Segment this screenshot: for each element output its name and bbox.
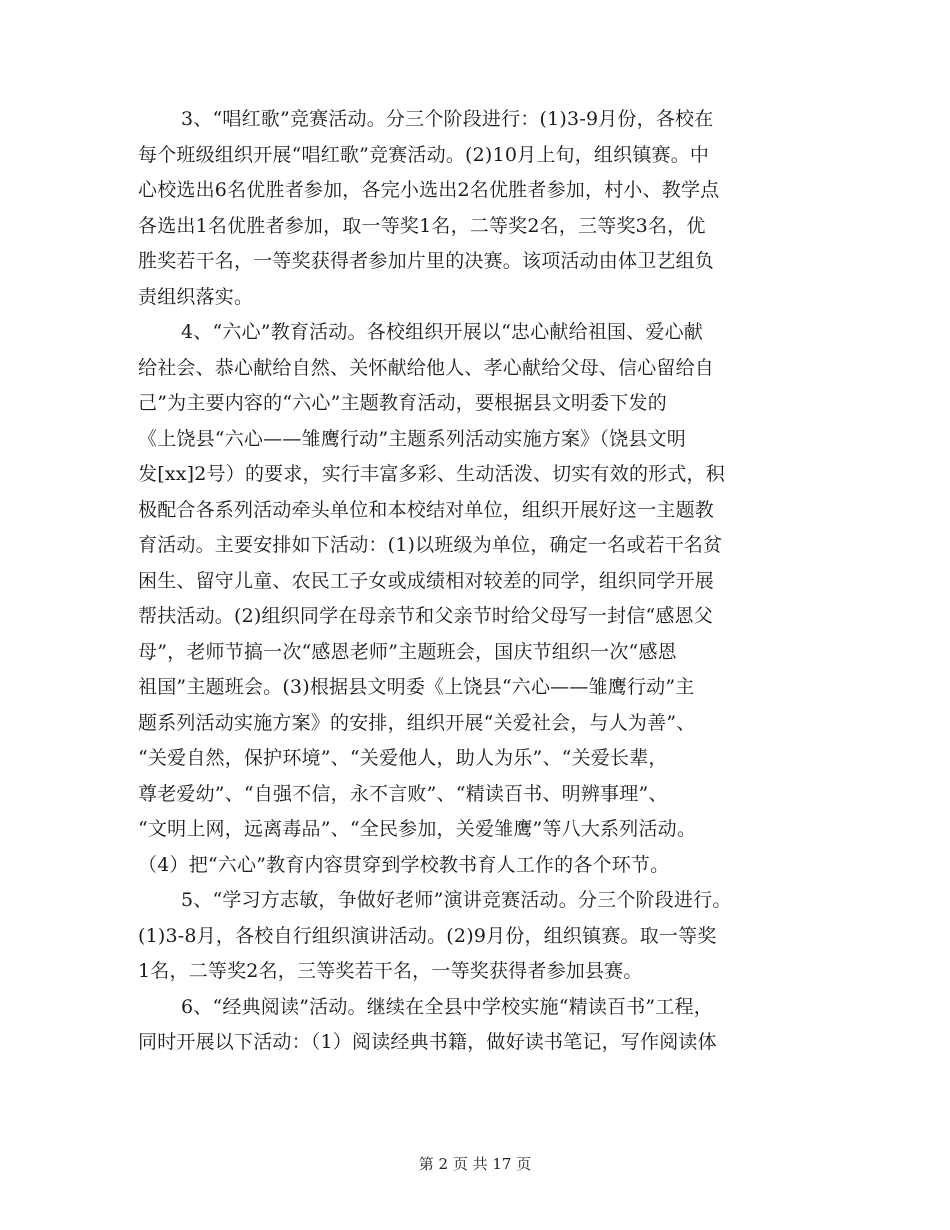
- text-line: 1名，二等奖2名，三等奖若干名，一等奖获得者参加县赛。: [138, 960, 643, 982]
- text-line: 祖国”主题班会。(3)根据县文明委《上饶县“六心——雏鹰行动”主: [138, 676, 695, 698]
- text-line: 责组织落实。: [138, 285, 254, 308]
- text-line: 尊老爱幼”、“自强不信，永不言败”、“精读百书、明辨事理”、: [138, 782, 668, 805]
- text-line: (1)3-8月，各校自行组织演讲活动。(2)9月份，组织镇赛。取一等奖: [138, 924, 717, 947]
- text-line: “文明上网，远离毒品”、“全民参加，关爱雏鹰”等八大系列活动。: [138, 818, 697, 840]
- text-line: 发[xx]2号）的要求，实行丰富多彩、生动活泼、切实有效的形式，积: [138, 463, 725, 485]
- text-line: 4、“六心”教育活动。各校组织开展以“忠心献给祖国、爱心献: [181, 321, 704, 343]
- text-line: 题系列活动实施方案》的安排，组织开展“关爱社会，与人为善”、: [138, 711, 696, 734]
- text-line: 《上饶县“六心——雏鹰行动”主题系列活动实施方案》（饶县文明: [138, 427, 686, 450]
- text-line: 同时开展以下活动：（1）阅读经典书籍，做好读书笔记，写作阅读体: [138, 1031, 717, 1053]
- text-line: “关爱自然，保护环境”、“关爱他人，助人为乐”、“关爱长辈，: [138, 747, 668, 769]
- text-line: （4）把“六心”教育内容贯穿到学校教书育人工作的各个环节。: [138, 853, 670, 876]
- text-line: 极配合各系列活动牵头单位和本校结对单位，组织开展好这一主题教: [138, 498, 715, 521]
- text-line: 每个班级组织开展“唱红歌”竞赛活动。(2)10月上旬，组织镇赛。中: [138, 143, 710, 166]
- body-text: [138, 110, 818, 1069]
- text-line: 母”，老师节搞一次“感恩老师”主题班会，国庆节组织一次“感恩: [138, 640, 677, 663]
- text-line: 育活动。主要安排如下活动：(1)以班级为单位，确定一名或若干名贫: [138, 534, 723, 556]
- text-line: 胜奖若干名，一等奖获得者参加片里的决赛。该项活动由体卫艺组负: [138, 250, 715, 272]
- text-line: 给社会、恭心献给自然、关怀献给他人、孝心献给父母、信心留给自: [138, 356, 715, 379]
- text-line: 6、“经典阅读”活动。继续在全县中学校实施“精读百书”工程，: [181, 995, 713, 1018]
- text-line: 帮扶活动。(2)组织同学在母亲节和父亲节时给父母写一封信“感恩父: [138, 605, 714, 627]
- text-line: 己”为主要内容的“六心”主题教育活动，要根据县文明委下发的: [138, 392, 667, 414]
- text-line: 5、“学习方志敏，争做好老师”演讲竞赛活动。分三个阶段进行。: [181, 889, 732, 911]
- text-line: 困生、留守儿童、农民工子女或成绩相对较差的同学，组织同学开展: [138, 569, 715, 592]
- text-line: 各选出1名优胜者参加，取一等奖1名，二等奖2名，三等奖3名，优: [138, 214, 706, 237]
- page-number: 第 2 页 共 17 页: [418, 1155, 532, 1173]
- text-line: 心校选出6名优胜者参加，各完小选出2名优胜者参加，村小、教学点: [138, 179, 720, 201]
- text-line: 3、“唱红歌”竞赛活动。分三个阶段进行：(1)3-9月份，各校在: [181, 108, 714, 130]
